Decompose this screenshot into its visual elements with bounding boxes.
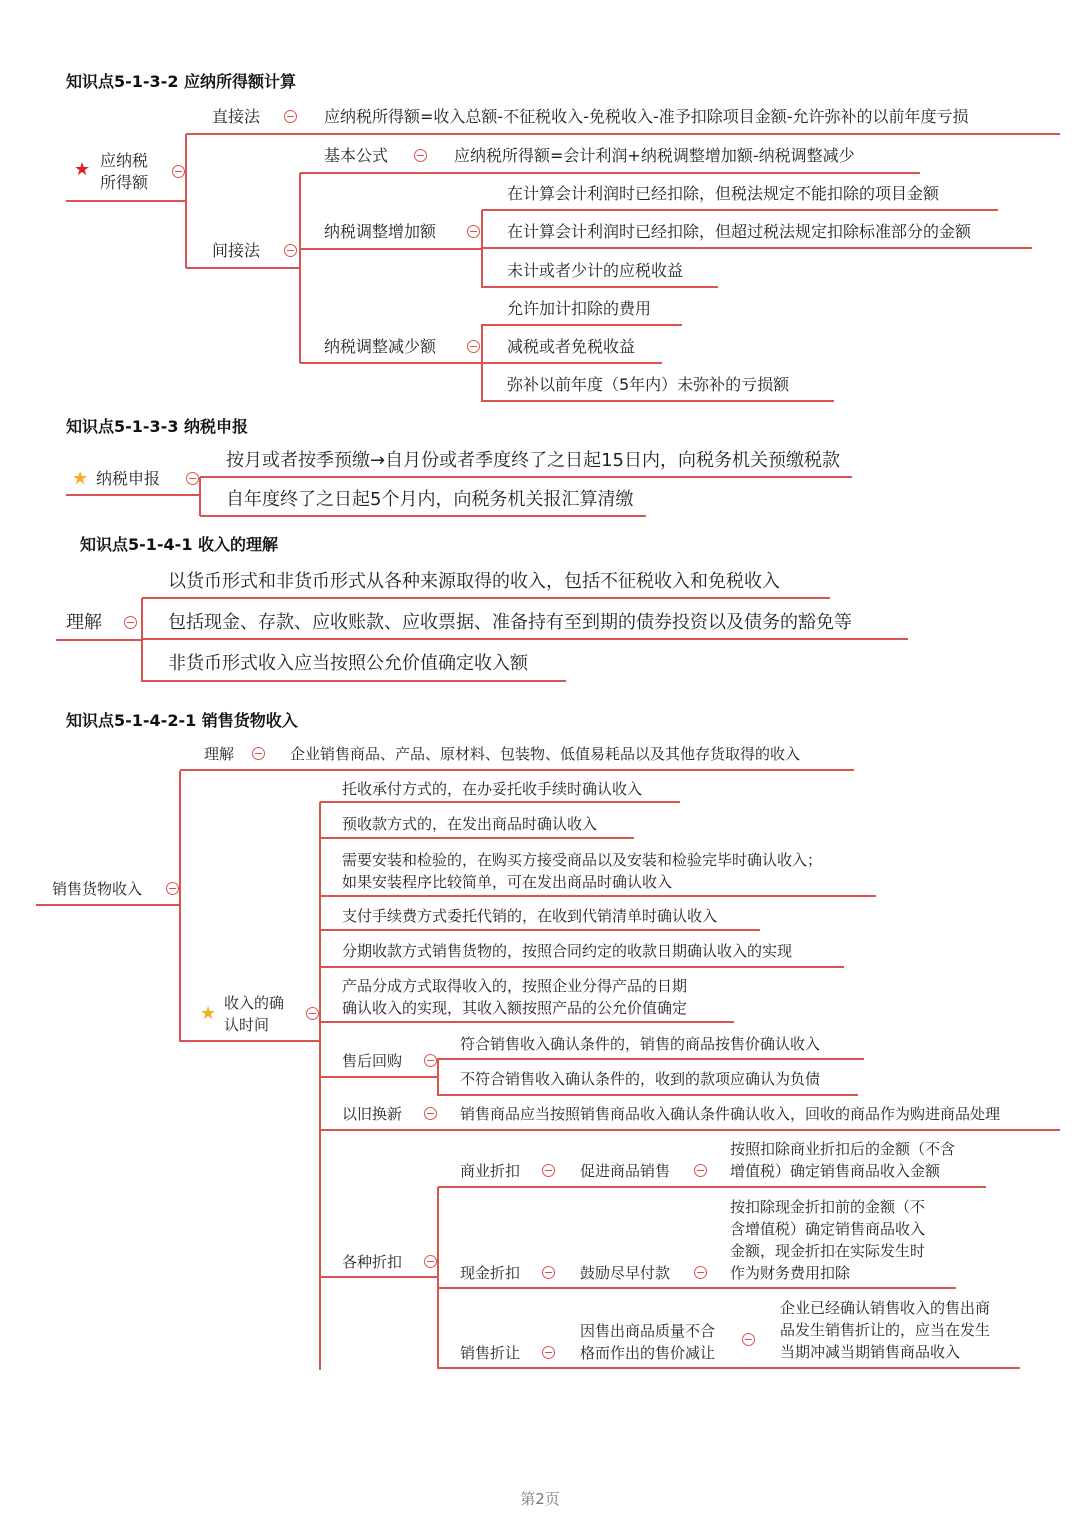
collapse-icon[interactable]	[306, 1007, 319, 1020]
section-title: 知识点5-1-3-2 应纳所得额计算	[66, 72, 297, 91]
connector-line	[482, 247, 1032, 249]
connector-line	[437, 1187, 439, 1369]
collapse-icon[interactable]	[124, 616, 137, 629]
increase-item: 未计或者少计的应税收益	[507, 261, 684, 280]
connector-line	[300, 362, 482, 364]
understanding-item: 包括现金、存款、应收账款、应收票据、准备持有至到期的债券投资以及债务的豁免等	[168, 612, 852, 633]
collapse-icon[interactable]	[694, 1164, 707, 1177]
connector-line	[56, 639, 142, 641]
connector-line	[320, 837, 634, 839]
connector-line	[200, 476, 852, 478]
connector-line	[438, 1367, 1020, 1369]
collapse-icon[interactable]	[467, 225, 480, 238]
cash-discount-purpose: 鼓励尽早付款	[580, 1264, 671, 1282]
connector-line	[482, 286, 718, 288]
collapse-icon[interactable]	[424, 1107, 437, 1120]
collapse-icon[interactable]	[186, 472, 199, 485]
connector-line	[66, 494, 200, 496]
decrease-item: 允许加计扣除的费用	[507, 299, 652, 318]
node-commercial-discount: 商业折扣	[460, 1162, 521, 1180]
collapse-icon[interactable]	[694, 1266, 707, 1279]
node-sale-buyback: 售后回购	[342, 1052, 403, 1070]
collapse-icon[interactable]	[284, 244, 297, 257]
star-icon: ★	[72, 468, 89, 489]
trade-in-text: 销售商品应当按照销售商品收入确认条件确认收入，回收的商品作为购进商品处理	[460, 1105, 1001, 1123]
connector-line	[320, 895, 876, 897]
connector-line	[180, 769, 854, 771]
understanding-item: 以货币形式和非货币形式从各种来源取得的收入，包括不征税收入和免税收入	[168, 571, 780, 592]
cash-discount-text: 按扣除现金折扣前的金额（不 含增值税）确定销售商品收入 金额，现金折扣在实际发生时 作为财务费用扣除	[730, 1198, 926, 1282]
increase-item: 在计算会计利润时已经扣除，但税法规定不能扣除的项目金额	[507, 184, 940, 203]
star-icon: ★	[74, 159, 91, 180]
connector-line	[438, 1287, 956, 1289]
node-understanding: 理解	[204, 745, 235, 763]
connector-line	[299, 173, 301, 363]
connector-line	[179, 771, 181, 1042]
mindmap-root: 纳税申报	[96, 469, 161, 488]
connector-line	[482, 324, 682, 326]
timing-item: 产品分成方式取得收入的，按照企业分得产品的日期 确认收入的实现，其收入额按照产品的公允价值确定	[342, 977, 688, 1017]
collapse-icon[interactable]	[284, 110, 297, 123]
direct-formula: 应纳税所得额=收入总额-不征税收入-免税收入-准予扣除项目金额-允许弥补的以前年度亏损	[324, 107, 969, 126]
connector-line	[199, 477, 201, 516]
star-icon: ★	[200, 1003, 217, 1024]
connector-line	[320, 1076, 438, 1078]
understanding-text: 企业销售商品、产品、原材料、包装物、低值易耗品以及其他存货取得的收入	[290, 745, 801, 763]
connector-line	[481, 210, 483, 288]
collapse-icon[interactable]	[424, 1054, 437, 1067]
basic-formula: 应纳税所得额=会计利润+纳税调整增加额-纳税调整减少	[454, 146, 855, 165]
mindmap-root: 应纳税 所得额	[100, 151, 149, 192]
collapse-icon[interactable]	[166, 882, 179, 895]
node-tax-increase: 纳税调整增加额	[324, 222, 437, 241]
connector-line	[185, 134, 187, 268]
timing-item: 分期收款方式销售货物的，按照合同约定的收款日期确认收入的实现	[342, 942, 793, 960]
collapse-icon[interactable]	[414, 149, 427, 162]
commercial-discount-purpose: 促进商品销售	[580, 1162, 671, 1180]
node-indirect-method: 间接法	[212, 241, 261, 260]
connector-line	[438, 1058, 864, 1060]
mindmap-root: 理解	[66, 612, 102, 633]
buyback-item: 不符合销售收入确认条件的，收到的款项应确认为负债	[460, 1070, 821, 1088]
connector-line	[142, 597, 830, 599]
collapse-icon[interactable]	[542, 1346, 555, 1359]
connector-line	[482, 362, 662, 364]
declaration-item: 按月或者按季预缴→自月份或者季度终了之日起15日内，向税务机关预缴税款	[226, 450, 840, 471]
connector-line	[482, 400, 834, 402]
node-basic-formula: 基本公式	[324, 146, 389, 165]
connector-line	[320, 1021, 734, 1023]
connector-line	[142, 680, 566, 682]
decrease-item: 弥补以前年度（5年内）未弥补的亏损额	[507, 375, 790, 394]
collapse-icon[interactable]	[172, 165, 185, 178]
connector-line	[320, 966, 844, 968]
connector-line	[320, 801, 680, 803]
section-title: 知识点5-1-4-1 收入的理解	[80, 535, 279, 554]
collapse-icon[interactable]	[542, 1266, 555, 1279]
connector-line	[36, 904, 180, 906]
timing-item: 预收款方式的，在发出商品时确认收入	[342, 815, 598, 833]
timing-item: 需要安装和检验的，在购买方接受商品以及安装和检验完毕时确认收入； 如果安装程序比较简单，可在发出商品时确认收入	[342, 851, 823, 891]
declaration-item: 自年度终了之日起5个月内，向税务机关报汇算清缴	[226, 489, 634, 510]
connector-line	[66, 200, 186, 202]
node-tax-decrease: 纳税调整减少额	[324, 337, 437, 356]
understanding-item: 非货币形式收入应当按照公允价值确定收入额	[168, 653, 528, 674]
increase-item: 在计算会计利润时已经扣除，但超过税法规定扣除标准部分的金额	[507, 222, 972, 241]
connector-line	[320, 929, 760, 931]
connector-line	[320, 1129, 1060, 1131]
connector-line	[142, 638, 908, 640]
connector-line	[438, 1186, 986, 1188]
connector-line	[186, 133, 1060, 135]
connector-line	[320, 1276, 438, 1278]
node-recognition-time: 收入的确 认时间	[224, 994, 285, 1034]
page-number: 第2页	[520, 1490, 560, 1508]
commercial-discount-text: 按照扣除商业折扣后的金额（不含 增值税）确定销售商品收入金额	[730, 1140, 956, 1180]
timing-item: 支付手续费方式委托代销的，在收到代销清单时确认收入	[342, 907, 718, 925]
sales-allowance-purpose: 因售出商品质量不合 格而作出的售价减让	[580, 1322, 716, 1362]
collapse-icon[interactable]	[742, 1333, 755, 1346]
node-discounts: 各种折扣	[342, 1253, 403, 1271]
node-sales-allowance: 销售折让	[460, 1344, 521, 1362]
mindmap-root: 销售货物收入	[52, 880, 143, 898]
connector-line	[482, 209, 998, 211]
node-direct-method: 直接法	[212, 107, 261, 126]
collapse-icon[interactable]	[542, 1164, 555, 1177]
connector-line	[437, 1058, 439, 1096]
connector-line	[300, 248, 482, 250]
node-trade-in: 以旧换新	[342, 1105, 403, 1123]
collapse-icon[interactable]	[424, 1255, 437, 1268]
collapse-icon[interactable]	[252, 747, 265, 760]
connector-line	[438, 1094, 858, 1096]
section-title: 知识点5-1-4-2-1 销售货物收入	[66, 711, 298, 730]
connector-line	[141, 598, 143, 682]
connector-line	[180, 1040, 320, 1042]
sales-allowance-text: 企业已经确认销售收入的售出商 品发生销售折让的，应当在发生 当期冲减当期销售商品收入	[780, 1299, 991, 1361]
buyback-item: 符合销售收入确认条件的，销售的商品按售价确认收入	[460, 1035, 821, 1053]
connector-line	[300, 172, 920, 174]
node-cash-discount: 现金折扣	[460, 1264, 521, 1282]
timing-item: 托收承付方式的，在办妥托收手续时确认收入	[342, 780, 643, 798]
collapse-icon[interactable]	[467, 340, 480, 353]
section-title: 知识点5-1-3-3 纳税申报	[66, 417, 249, 436]
decrease-item: 减税或者免税收益	[507, 337, 636, 356]
connector-line	[186, 267, 300, 269]
connector-line	[319, 802, 321, 1370]
connector-line	[200, 515, 646, 517]
